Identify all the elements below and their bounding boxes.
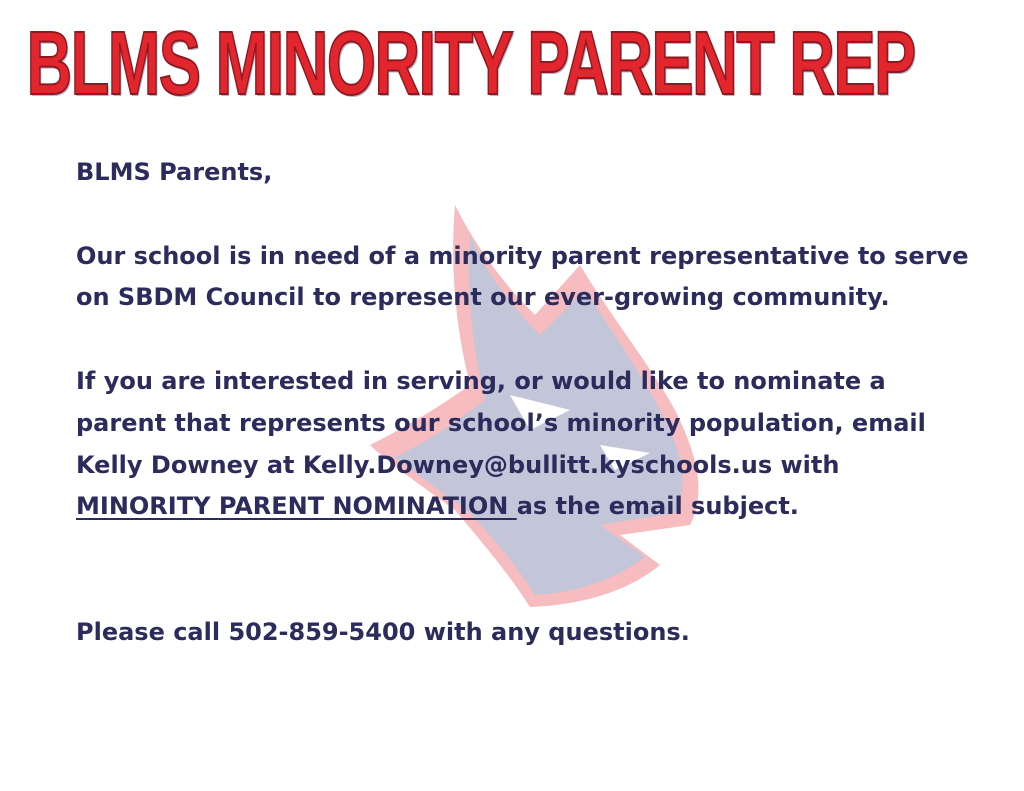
closing-line: Please call 502-859-5400 with any questions.	[76, 617, 690, 646]
paragraph-2-line-4-rest: as the email subject.	[516, 492, 799, 521]
paragraph-2-line-3: Kelly Downey at Kelly.Downey@bullitt.kyschools.us with	[76, 450, 840, 479]
letter-body	[76, 152, 976, 654]
paragraph-2-line-1: If you are interested in serving, or would like to nominate a	[76, 366, 886, 395]
email-subject: MINORITY PARENT NOMINATION	[76, 492, 517, 521]
paragraph-2-line-4	[76, 486, 976, 528]
greeting: BLMS Parents,	[76, 158, 273, 186]
paragraph-2-line-2: parent that represents our school’s minority population, email	[76, 408, 926, 437]
paragraph-1-line-2: on SBDM Council to represent our ever-growing community.	[76, 283, 890, 312]
page-title: BLMS MINORITY PARENT REP	[26, 14, 915, 114]
paragraph-1-line-1: Our school is in need of a minority parent representative to serve	[76, 241, 969, 270]
